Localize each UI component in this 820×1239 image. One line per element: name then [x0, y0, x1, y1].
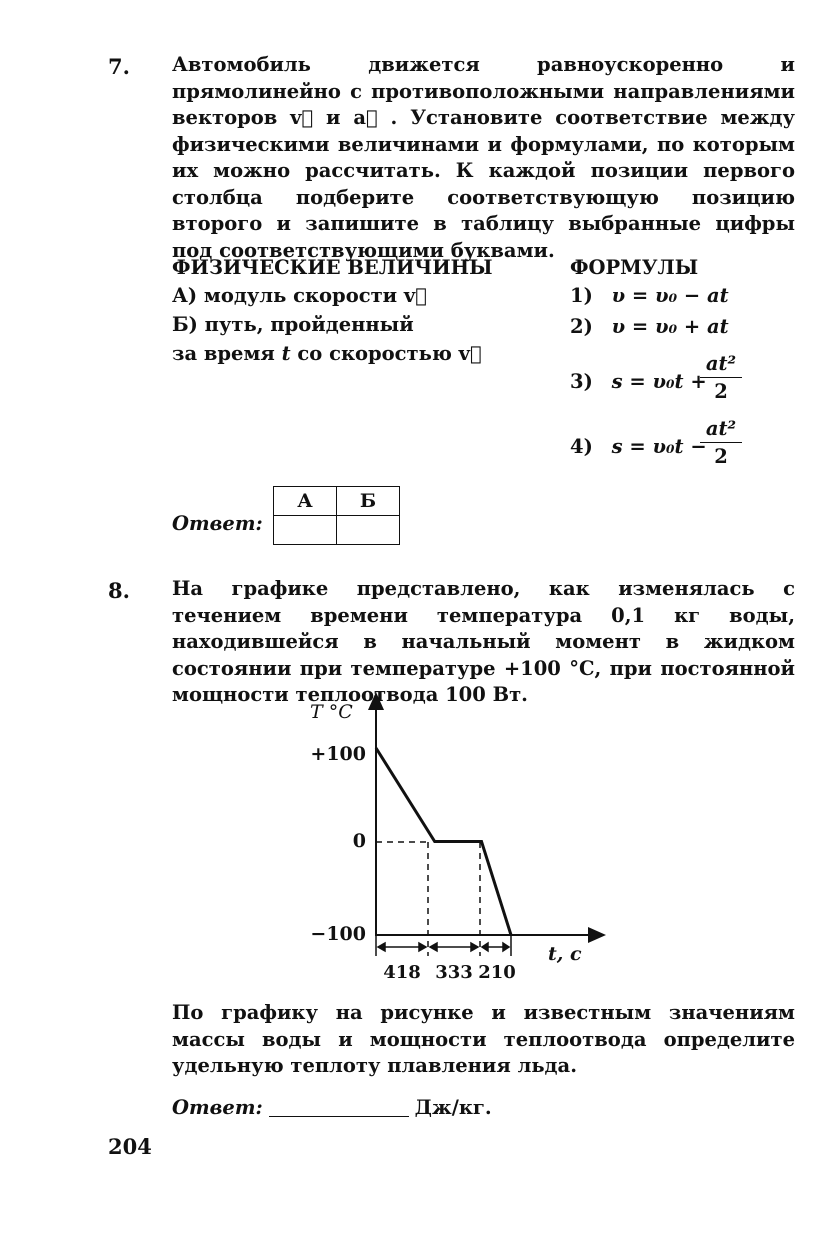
task7-text: Автомобиль движется равноускоренно и прямолинейно с противоположными направлениями векторов v⃗ и a⃗ . Установите соответствие между физическими величинами и формулами, по которым их можно рассчитать. К каждой позиции первого столбца подберите соответствующую позицию второго и запишите в таблицу выбранные цифры под соответствующими буквами. — [172, 53, 795, 262]
task7-answer-label: Ответ: — [172, 512, 263, 535]
formula-3-denominator: 2 — [714, 380, 728, 403]
formula-2-expr: υ = υ₀ + at — [611, 315, 729, 338]
y-tick-minus-100: −100 — [310, 923, 366, 945]
fraction-bar — [700, 377, 742, 378]
task8-answer-label: Ответ: — [172, 1096, 263, 1119]
formula-3 — [570, 370, 707, 393]
formula-4 — [570, 435, 707, 458]
formula-4-denominator: 2 — [714, 445, 728, 468]
task8-question: По графику на рисунке и известным значениям массы воды и мощности теплоотвода определите удельную теплоту плавления льда. — [172, 1001, 795, 1077]
x-axis-label: t, с — [548, 943, 582, 965]
formula-3-numerator: at² — [705, 352, 737, 375]
formula-1-label: 1) — [570, 284, 593, 307]
y-tick-100: +100 — [310, 743, 366, 765]
item-a: А) модуль скорости v⃗ — [172, 284, 427, 307]
formula-4-fraction — [700, 417, 742, 468]
item-b-var: t — [281, 342, 291, 365]
temperature-line — [376, 748, 511, 935]
y-tick-0: 0 — [352, 830, 366, 852]
task8-number: 8. — [108, 578, 130, 603]
formula-4-numerator: at² — [705, 417, 737, 440]
answer-input-line[interactable] — [269, 1116, 409, 1117]
interval-2-label: 333 — [435, 962, 473, 983]
answer-table-header-a: А — [274, 487, 337, 516]
formulas-header: ФОРМУЛЫ — [570, 256, 699, 279]
task8-text: На графике представлено, как изменялась с течением времени температура 0,1 кг воды, находившейся в начальный момент в жидком состоянии при температуре +100 °С, при постоянной мощности теплоотвода 100 Вт. — [172, 577, 795, 706]
quantities-header: ФИЗИЧЕСКИЕ ВЕЛИЧИНЫ — [172, 256, 493, 279]
answer-table-header-b: Б — [337, 487, 400, 516]
answer-cell-b[interactable] — [337, 516, 400, 545]
formula-1 — [570, 284, 729, 307]
formula-3-label: 3) — [570, 370, 593, 393]
item-b-pre: за время — [172, 342, 282, 365]
answer-table — [273, 486, 400, 545]
interval-1-label: 418 — [383, 962, 421, 983]
y-axis-label: T °C — [310, 701, 353, 723]
page-number: 204 — [108, 1134, 152, 1159]
fraction-bar — [700, 442, 742, 443]
interval-3-label: 210 — [478, 962, 516, 983]
item-b-line2 — [172, 342, 482, 365]
formula-4-left: s = υ₀t − — [611, 435, 707, 458]
item-b-line1: Б) путь, пройденный — [172, 313, 414, 336]
answer-unit: Дж/кг. — [414, 1096, 492, 1119]
formula-2-label: 2) — [570, 315, 593, 338]
formula-3-left: s = υ₀t + — [611, 370, 707, 393]
task8-answer-row — [172, 1096, 492, 1119]
item-b-post: со скоростью v⃗ — [290, 342, 482, 365]
formula-2 — [570, 315, 729, 338]
formula-4-label: 4) — [570, 435, 593, 458]
answer-cell-a[interactable] — [274, 516, 337, 545]
formula-3-fraction — [700, 352, 742, 403]
formula-1-expr: υ = υ₀ − at — [611, 284, 729, 307]
temperature-graph — [300, 690, 620, 990]
task7-number: 7. — [108, 54, 130, 79]
